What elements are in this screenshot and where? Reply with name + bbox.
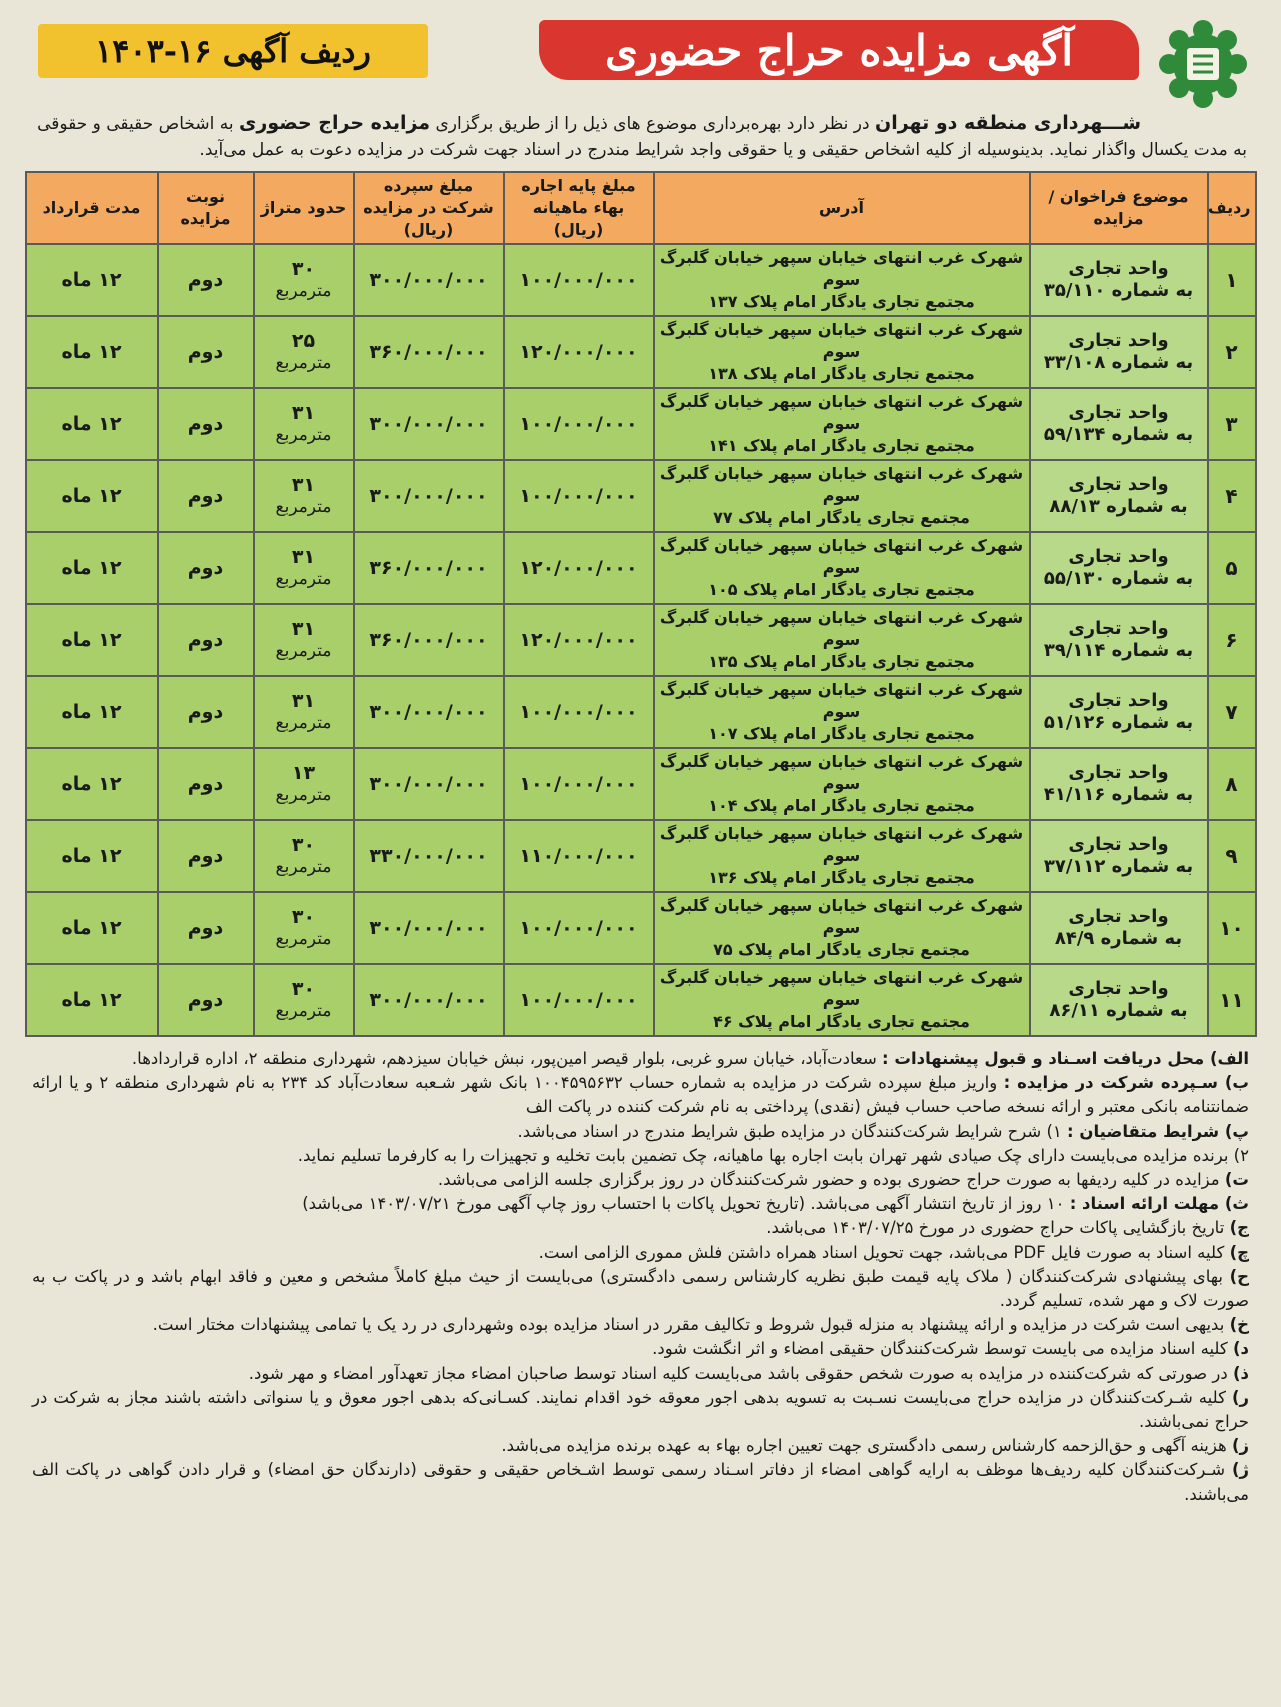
row-index: ۶: [1208, 604, 1256, 676]
row-round: دوم: [158, 244, 254, 316]
row-index: ۹: [1208, 820, 1256, 892]
note-label: خ): [1229, 1315, 1249, 1335]
address-line-1: شهرک غرب انتهای خیابان سپهر خیابان گلبرگ سوم: [659, 320, 1024, 361]
subject-line-1: واحد تجاری: [1068, 978, 1169, 999]
subject-line-2: به شماره ۵۵/۱۳۰: [1043, 568, 1194, 589]
row-address: [654, 748, 1030, 820]
note-text: هزینه آگهی و حق‌الزحمه کارشناس رسمی دادگستری جهت تعیین اجاره بهاء به عهده برنده مزایده می‌باشد.: [501, 1436, 1232, 1456]
note-item: [32, 1216, 1249, 1240]
table-row: [26, 460, 1256, 532]
address-line-1: شهرک غرب انتهای خیابان سپهر خیابان گلبرگ سوم: [659, 536, 1024, 577]
row-index: ۵: [1208, 532, 1256, 604]
row-index: ۳: [1208, 388, 1256, 460]
address-line-1: شهرک غرب انتهای خیابان سپهر خیابان گلبرگ سوم: [659, 248, 1024, 289]
note-text: سعادت‌آباد، خیابان سرو غربی، بلوار قیصر امین‌پور، نبش خیابان سیزدهم، شهرداری منطقه ۲، اداره قراردادها.: [131, 1049, 883, 1068]
note-item: [32, 1241, 1249, 1265]
area-number: ۳۰: [291, 978, 316, 1000]
header-base-rent: مبلغ پایه اجاره بهاء ماهیانه (ریال): [504, 172, 654, 244]
intro-text-1: در نظر دارد بهره‌برداری موضوع های ذیل را از طریق برگزاری: [430, 114, 875, 134]
note-text: کلیه شـرکت‌کنندگان در مزایده حراج می‌بایست نسـبت به تسویه بدهی اجور معوقه خود اقدام نمایند. کسـانی‌که بدهی اجور معوق و یا سنواتی داشته باشند مجاز به شرکت در حراج نمی‌باشند.: [32, 1387, 1249, 1432]
row-base-rent: ۱۰۰/۰۰۰/۰۰۰: [504, 748, 654, 820]
row-index: ۱: [1208, 244, 1256, 316]
row-area: [254, 748, 354, 820]
row-base-rent: ۱۰۰/۰۰۰/۰۰۰: [504, 244, 654, 316]
subject-line-1: واحد تجاری: [1068, 690, 1169, 711]
note-text: واریز مبلغ سپرده شرکت در مزایده به شماره حساب ۱۰۰۴۵۹۵۶۳۲ بانک شهر شـعبه سعادت‌آباد کد ۲۳۴ به نام شهرداری منطقه ۲ و یا ارائه ضمانتنامه بانکی معتبر و ارائه نسخه صاحب حساب فیش (نقدی) پرداختی به نام شرکت کننده در پاکت الف: [32, 1073, 1249, 1117]
table-row: [26, 244, 1256, 316]
subject-line-2: به شماره ۸۶/۱۱: [1049, 1000, 1188, 1021]
row-base-rent: ۱۰۰/۰۰۰/۰۰۰: [504, 676, 654, 748]
subject-line-1: واحد تجاری: [1068, 402, 1169, 423]
address-line-2: مجتمع تجاری یادگار امام پلاک ۱۰۷: [708, 724, 975, 743]
row-area: [254, 460, 354, 532]
note-item: [32, 1313, 1249, 1337]
row-deposit: ۳۰۰/۰۰۰/۰۰۰: [354, 964, 504, 1036]
conditions-notes: [32, 1047, 1249, 1507]
note-label: ث) مهلت ارائه اسناد :: [1069, 1194, 1249, 1214]
subject-line-2: به شماره ۴۱/۱۱۶: [1043, 784, 1194, 805]
row-area: [254, 388, 354, 460]
header: [22, 10, 1259, 88]
row-area: [254, 964, 354, 1036]
row-subject: [1030, 676, 1208, 748]
note-text: شـرکت‌کنندگان کلیه ردیف‌ها موظف به ارایه گواهی امضاء از دفاتر اسـناد رسمی توسط اشـخاص حقیقی و حقوقی (دارندگان حق امضاء) و قرار دادن گواهی در پاکت الف می‌باشند.: [32, 1460, 1249, 1504]
row-duration: ۱۲ ماه: [26, 748, 158, 820]
row-address: [654, 820, 1030, 892]
row-round: دوم: [158, 532, 254, 604]
auction-table: [25, 171, 1257, 1037]
row-duration: ۱۲ ماه: [26, 964, 158, 1036]
address-line-2: مجتمع تجاری یادگار امام پلاک ۱۰۴: [708, 796, 975, 815]
note-label: ت): [1224, 1170, 1249, 1190]
row-address: [654, 388, 1030, 460]
row-duration: ۱۲ ماه: [26, 244, 158, 316]
row-subject: [1030, 748, 1208, 820]
row-deposit: ۳۶۰/۰۰۰/۰۰۰: [354, 532, 504, 604]
area-number: ۳۱: [291, 402, 316, 424]
area-unit: مترمربع: [275, 641, 332, 661]
note-label: د): [1232, 1339, 1249, 1359]
header-area: حدود متراژ: [254, 172, 354, 244]
address-line-1: شهرک غرب انتهای خیابان سپهر خیابان گلبرگ سوم: [659, 824, 1024, 865]
row-deposit: ۳۶۰/۰۰۰/۰۰۰: [354, 316, 504, 388]
subject-line-1: واحد تجاری: [1068, 618, 1169, 639]
area-number: ۲۵: [291, 330, 316, 352]
area-number: ۳۱: [291, 618, 316, 640]
table-row: [26, 820, 1256, 892]
address-line-2: مجتمع تجاری یادگار امام پلاک ۱۴۱: [708, 436, 975, 455]
address-line-2: مجتمع تجاری یادگار امام پلاک ۱۳۷: [708, 292, 975, 311]
intro-line-2: به مدت یکسال واگذار نماید. بدینوسیله از کلیه اشخاص حقیقی و یا حقوقی واجد شرایط مندرج در اسناد جهت شرکت در مزایده دعوت به عمل می‌آید.: [199, 140, 1247, 160]
row-duration: ۱۲ ماه: [26, 820, 158, 892]
header-subject: موضوع فراخوان / مزایده: [1030, 172, 1208, 244]
row-area: [254, 604, 354, 676]
note-text: ۲) برنده مزایده می‌بایست دارای چک صیادی شهر تهران بابت اجاره بها ماهیانه، چک تضمین بابت تخلیه و تجهیزات را به کارفرما تسلیم نماید.: [297, 1145, 1249, 1165]
row-subject: [1030, 244, 1208, 316]
area-unit: مترمربع: [275, 785, 332, 805]
row-address: [654, 460, 1030, 532]
ad-row-number: ردیف آگهی ۱۶-۱۴۰۳: [38, 24, 428, 78]
note-label: ر): [1231, 1387, 1249, 1407]
row-index: ۱۱: [1208, 964, 1256, 1036]
note-label: ز): [1231, 1436, 1249, 1456]
note-label: ج): [1229, 1218, 1249, 1238]
row-deposit: ۳۰۰/۰۰۰/۰۰۰: [354, 748, 504, 820]
area-unit: مترمربع: [275, 857, 332, 877]
subject-line-2: به شماره ۳۵/۱۱۰: [1043, 280, 1194, 301]
ad-title: آگهی مزایده حراج حضوری: [539, 20, 1139, 80]
row-index: ۴: [1208, 460, 1256, 532]
subject-line-2: به شماره ۸۴/۹: [1054, 928, 1183, 949]
address-line-2: مجتمع تجاری یادگار امام پلاک ۷۷: [713, 508, 970, 527]
row-base-rent: ۱۰۰/۰۰۰/۰۰۰: [504, 388, 654, 460]
area-number: ۳۰: [291, 906, 316, 928]
row-duration: ۱۲ ماه: [26, 532, 158, 604]
note-text: ۱۰ روز از تاریخ انتشار آگهی می‌باشد. (تاریخ تحویل پاکات با احتساب روز چاپ آگهی مورخ ۱۴۰۳/۰۷/۲۱ می‌باشد): [302, 1194, 1070, 1214]
intro-text-2: به اشخاص حقیقی و حقوقی: [37, 114, 240, 134]
subject-line-2: به شماره ۳۷/۱۱۲: [1043, 856, 1194, 877]
subject-line-1: واحد تجاری: [1068, 330, 1169, 351]
address-line-1: شهرک غرب انتهای خیابان سپهر خیابان گلبرگ سوم: [659, 752, 1024, 793]
address-line-1: شهرک غرب انتهای خیابان سپهر خیابان گلبرگ سوم: [659, 608, 1024, 649]
note-item: [32, 1144, 1249, 1168]
row-base-rent: ۱۰۰/۰۰۰/۰۰۰: [504, 964, 654, 1036]
address-line-1: شهرک غرب انتهای خیابان سپهر خیابان گلبرگ سوم: [659, 680, 1024, 721]
table-row: [26, 532, 1256, 604]
subject-line-2: به شماره ۸۸/۱۳: [1049, 496, 1188, 517]
row-address: [654, 316, 1030, 388]
row-address: [654, 892, 1030, 964]
area-unit: مترمربع: [275, 929, 332, 949]
row-subject: [1030, 604, 1208, 676]
subject-line-2: به شماره ۵۹/۱۳۴: [1043, 424, 1194, 445]
address-line-2: مجتمع تجاری یادگار امام پلاک ۱۳۸: [708, 364, 975, 383]
note-item: [32, 1120, 1249, 1144]
subject-line-2: به شماره ۳۳/۱۰۸: [1043, 352, 1194, 373]
row-round: دوم: [158, 892, 254, 964]
subject-line-1: واحد تجاری: [1068, 546, 1169, 567]
intro-strong: مزایده حراج حضوری: [239, 112, 431, 134]
row-subject: [1030, 820, 1208, 892]
row-subject: [1030, 532, 1208, 604]
note-item: [32, 1337, 1249, 1361]
note-label: ب) سـپرده شرکت در مزایده :: [1003, 1073, 1250, 1093]
area-number: ۱۳: [291, 762, 316, 784]
row-subject: [1030, 316, 1208, 388]
intro-organization: شـــهرداری منطقه دو تهران: [875, 112, 1141, 134]
row-address: [654, 964, 1030, 1036]
note-label: چ): [1229, 1242, 1249, 1262]
note-label: ذ): [1232, 1363, 1249, 1383]
row-base-rent: ۱۱۰/۰۰۰/۰۰۰: [504, 820, 654, 892]
row-area: [254, 892, 354, 964]
row-address: [654, 604, 1030, 676]
area-number: ۳۱: [291, 690, 316, 712]
row-duration: ۱۲ ماه: [26, 460, 158, 532]
municipality-logo: [1155, 16, 1251, 112]
address-line-1: شهرک غرب انتهای خیابان سپهر خیابان گلبرگ سوم: [659, 392, 1024, 433]
note-text: بهای پیشنهادی شرکت‌کنندگان ( ملاک پایه قیمت طبق نظریه کارشناس رسمی دادگستری) می‌بایست از حیث مبلغ کاملاً مشخص و معین و فاقد ابهام باشد و در پاکت ب به صورت لاک و مهر شده، تسلیم گردد.: [32, 1266, 1249, 1311]
address-line-2: مجتمع تجاری یادگار امام پلاک ۱۰۵: [708, 580, 975, 599]
table-row: [26, 748, 1256, 820]
intro-paragraph: [34, 110, 1141, 137]
row-subject: [1030, 892, 1208, 964]
area-number: ۳۱: [291, 546, 316, 568]
row-round: دوم: [158, 748, 254, 820]
row-duration: ۱۲ ماه: [26, 676, 158, 748]
note-label: الف) محل دریافت اسـناد و قبول پیشنهادات :: [882, 1049, 1249, 1068]
note-item: [32, 1047, 1249, 1071]
row-area: [254, 820, 354, 892]
header-row: ردیف: [1208, 172, 1256, 244]
note-item: [32, 1192, 1249, 1216]
row-address: [654, 244, 1030, 316]
row-address: [654, 532, 1030, 604]
address-line-2: مجتمع تجاری یادگار امام پلاک ۱۳۵: [708, 652, 975, 671]
row-subject: [1030, 388, 1208, 460]
row-area: [254, 244, 354, 316]
area-unit: مترمربع: [275, 353, 332, 373]
row-deposit: ۳۶۰/۰۰۰/۰۰۰: [354, 604, 504, 676]
subject-line-1: واحد تجاری: [1068, 762, 1169, 783]
row-base-rent: ۱۰۰/۰۰۰/۰۰۰: [504, 892, 654, 964]
note-text: ۱) شرح شرایط شرکت‌کنندگان در مزایده طبق شرایط مندرج در اسناد می‌باشد.: [517, 1121, 1068, 1141]
row-deposit: ۳۰۰/۰۰۰/۰۰۰: [354, 460, 504, 532]
address-line-2: مجتمع تجاری یادگار امام پلاک ۱۳۶: [708, 868, 975, 887]
row-base-rent: ۱۲۰/۰۰۰/۰۰۰: [504, 604, 654, 676]
note-item: [32, 1071, 1249, 1119]
row-subject: [1030, 460, 1208, 532]
address-line-1: شهرک غرب انتهای خیابان سپهر خیابان گلبرگ سوم: [659, 464, 1024, 505]
note-text: بدیهی است شرکت در مزایده و ارائه پیشنهاد به منزله قبول شروط و تکالیف مقرر در اسناد مزایده بوده وشهرداری در رد یک یا تمامی پیشنهادات مختار است.: [152, 1315, 1230, 1335]
address-line-2: مجتمع تجاری یادگار امام پلاک ۷۵: [713, 940, 970, 959]
note-item: [32, 1362, 1249, 1386]
note-text: کلیه اسناد مزایده می بایست توسط شرکت‌کنندگان حقیقی امضاء و اثر انگشت شود.: [652, 1339, 1233, 1359]
auction-table-body: [26, 244, 1256, 1036]
row-duration: ۱۲ ماه: [26, 316, 158, 388]
row-index: ۷: [1208, 676, 1256, 748]
table-row: [26, 604, 1256, 676]
row-area: [254, 316, 354, 388]
note-text: در صورتی که شرکت‌کننده در مزایده به صورت شخص حقوقی باشد می‌بایست کلیه اسناد توسط صاحبان امضاء مجاز تعهدآور امضاء و مهر شود.: [248, 1363, 1233, 1383]
note-item: [32, 1434, 1249, 1458]
row-index: ۲: [1208, 316, 1256, 388]
area-number: ۳۰: [291, 258, 316, 280]
note-text: کلیه اسناد به صورت فایل PDF می‌باشد، جهت تحویل اسناد همراه داشتن فلش مموری الزامی است.: [538, 1242, 1230, 1262]
table-row: [26, 676, 1256, 748]
row-subject: [1030, 964, 1208, 1036]
row-deposit: ۳۰۰/۰۰۰/۰۰۰: [354, 244, 504, 316]
table-row: [26, 388, 1256, 460]
table-row: [26, 892, 1256, 964]
logo-icon: [1157, 18, 1249, 110]
area-unit: مترمربع: [275, 1001, 332, 1021]
row-round: دوم: [158, 964, 254, 1036]
note-label: ژ): [1231, 1460, 1249, 1480]
row-deposit: ۳۰۰/۰۰۰/۰۰۰: [354, 676, 504, 748]
area-unit: مترمربع: [275, 713, 332, 733]
address-line-2: مجتمع تجاری یادگار امام پلاک ۴۶: [713, 1012, 970, 1031]
row-base-rent: ۱۲۰/۰۰۰/۰۰۰: [504, 316, 654, 388]
row-round: دوم: [158, 820, 254, 892]
table-row: [26, 964, 1256, 1036]
header-deposit: مبلغ سپرده شرکت در مزایده (ریال): [354, 172, 504, 244]
note-label: پ) شرایط متقاضیان :: [1067, 1121, 1249, 1141]
subject-line-2: به شماره ۵۱/۱۲۶: [1043, 712, 1194, 733]
row-address: [654, 676, 1030, 748]
header-round: نوبت مزایده: [158, 172, 254, 244]
row-round: دوم: [158, 676, 254, 748]
area-unit: مترمربع: [275, 569, 332, 589]
note-label: ح): [1229, 1266, 1249, 1286]
address-line-1: شهرک غرب انتهای خیابان سپهر خیابان گلبرگ سوم: [659, 968, 1024, 1009]
note-item: [32, 1458, 1249, 1506]
row-base-rent: ۱۲۰/۰۰۰/۰۰۰: [504, 532, 654, 604]
note-text: تاریخ بازگشایی پاکات حراج حضوری در مورخ ۱۴۰۳/۰۷/۲۵ می‌باشد.: [766, 1218, 1230, 1238]
row-area: [254, 676, 354, 748]
subject-line-1: واحد تجاری: [1068, 258, 1169, 279]
table-header-row: [26, 172, 1256, 244]
row-base-rent: ۱۰۰/۰۰۰/۰۰۰: [504, 460, 654, 532]
note-item: [32, 1168, 1249, 1192]
row-duration: ۱۲ ماه: [26, 892, 158, 964]
area-number: ۳۱: [291, 474, 316, 496]
subject-line-2: به شماره ۳۹/۱۱۴: [1043, 640, 1194, 661]
row-round: دوم: [158, 316, 254, 388]
row-index: ۸: [1208, 748, 1256, 820]
address-line-1: شهرک غرب انتهای خیابان سپهر خیابان گلبرگ سوم: [659, 896, 1024, 937]
row-duration: ۱۲ ماه: [26, 388, 158, 460]
note-item: [32, 1386, 1249, 1434]
table-row: [26, 316, 1256, 388]
area-unit: مترمربع: [275, 425, 332, 445]
row-deposit: ۳۰۰/۰۰۰/۰۰۰: [354, 892, 504, 964]
row-round: دوم: [158, 388, 254, 460]
subject-line-1: واحد تجاری: [1068, 834, 1169, 855]
row-index: ۱۰: [1208, 892, 1256, 964]
row-duration: ۱۲ ماه: [26, 604, 158, 676]
subject-line-1: واحد تجاری: [1068, 474, 1169, 495]
row-deposit: ۳۰۰/۰۰۰/۰۰۰: [354, 388, 504, 460]
subject-line-1: واحد تجاری: [1068, 906, 1169, 927]
note-text: مزایده در کلیه ردیفها به صورت حراج حضوری بوده و حضور شرکت‌کنندگان در روز برگزاری جلسه الزامی می‌باشد.: [437, 1170, 1225, 1190]
header-duration: مدت قرارداد: [26, 172, 158, 244]
area-unit: مترمربع: [275, 281, 332, 301]
note-item: [32, 1265, 1249, 1313]
row-round: دوم: [158, 460, 254, 532]
area-number: ۳۰: [291, 834, 316, 856]
row-area: [254, 532, 354, 604]
row-deposit: ۳۳۰/۰۰۰/۰۰۰: [354, 820, 504, 892]
header-address: آدرس: [654, 172, 1030, 244]
row-round: دوم: [158, 604, 254, 676]
area-unit: مترمربع: [275, 497, 332, 517]
